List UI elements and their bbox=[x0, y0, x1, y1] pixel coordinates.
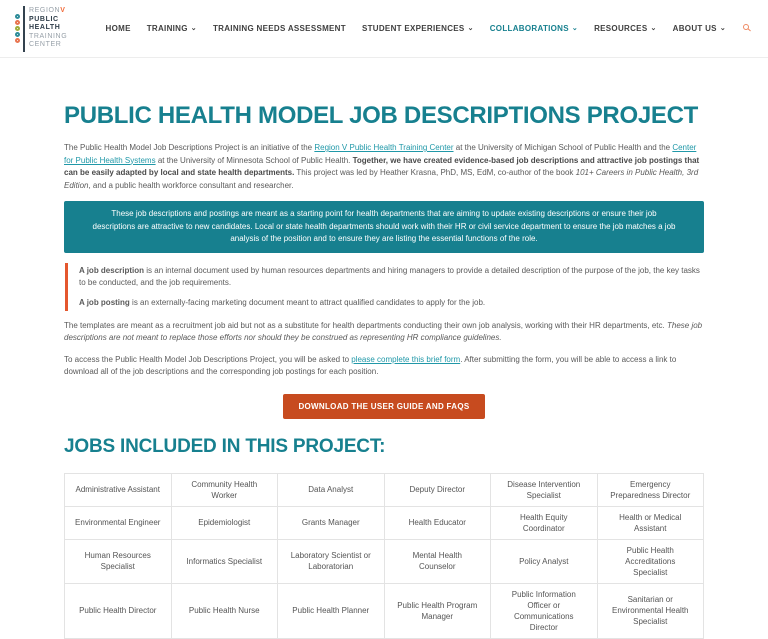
access-note bbox=[64, 354, 704, 379]
definition-job-description bbox=[79, 265, 704, 289]
button-row bbox=[64, 394, 704, 419]
nav-about-label: ABOUT US bbox=[672, 24, 717, 33]
chevron-down-icon: ⌄ bbox=[719, 24, 726, 32]
intro-bold-text: Together, we have created evidence-based job descriptions and attractive job postings that can be easily adapted by local and state health departments. bbox=[64, 155, 700, 177]
table-row bbox=[65, 506, 704, 539]
nav-training[interactable] bbox=[147, 24, 197, 33]
nav-home[interactable] bbox=[106, 24, 131, 33]
job-cell: Emergency Preparedness Director bbox=[597, 473, 704, 506]
templates-note-text: The templates are meant as a recruitment job aid but not as a substitute for health departments conducting their own job analysis, working with their HR departments, etc. bbox=[64, 320, 667, 330]
page-title: PUBLIC HEALTH MODEL JOB DESCRIPTIONS PROJECT bbox=[64, 102, 698, 129]
logo-divider bbox=[23, 6, 25, 52]
job-cell: Informatics Specialist bbox=[171, 539, 278, 583]
book-title: 101+ Careers in Public Health, 3rd Edition bbox=[64, 168, 699, 190]
callout-banner-text: These job descriptions and postings are meant as a starting point for health departments that are aiming to update existing descriptions or ensure their job descriptions are attractive to new candidates. Local or state health departments should work with their HR or civil service department to ensure the job matches a job analysis of the position and to ensure they are listing the essential functions of the role. bbox=[92, 209, 676, 243]
chevron-down-icon: ⌄ bbox=[650, 24, 657, 32]
logo-text bbox=[29, 7, 67, 50]
job-cell: Community Health Worker bbox=[171, 473, 278, 506]
job-cell: Health or Medical Assistant bbox=[597, 506, 704, 539]
job-cell: Health Equity Coordinator bbox=[491, 506, 598, 539]
logo-region: REGION bbox=[29, 7, 61, 15]
logo-gears bbox=[15, 14, 20, 44]
intro-text: , and a public health workforce consultant and researcher. bbox=[88, 180, 294, 190]
job-cell: Mental Health Counselor bbox=[384, 539, 491, 583]
nav-tna-label: TRAINING NEEDS ASSESSMENT bbox=[212, 24, 346, 33]
link-brief-form[interactable]: please complete this brief form bbox=[351, 354, 461, 364]
download-user-guide-button[interactable]: DOWNLOAD THE USER GUIDE AND FAQS bbox=[283, 394, 484, 419]
definitions-block bbox=[65, 263, 704, 311]
jobs-table bbox=[64, 473, 704, 639]
gear-icon bbox=[15, 32, 20, 37]
nav-training-needs-assessment[interactable] bbox=[213, 24, 346, 33]
logo-training: TRAINING bbox=[29, 32, 68, 40]
logo-health: HEALTH bbox=[29, 24, 61, 32]
chevron-down-icon: ⌄ bbox=[190, 24, 197, 32]
job-cell: Public Health Planner bbox=[278, 583, 385, 638]
link-region-v-phtc[interactable]: Region V Public Health Training Center bbox=[314, 143, 454, 152]
gear-icon bbox=[15, 26, 20, 31]
chevron-down-icon: ⌄ bbox=[571, 24, 579, 32]
definition-text: is an internal document used by human resources departments and hiring managers to provide a detailed description of the purpose of the job, the key tasks to be conducted, and the job requirements. bbox=[79, 265, 700, 287]
definition-job-posting bbox=[79, 297, 704, 309]
intro-text: at the University of Minnesota School of Public Health. bbox=[155, 155, 353, 165]
nav-collaborations[interactable] bbox=[490, 24, 578, 33]
job-cell: Health Educator bbox=[384, 506, 491, 539]
nav-training-label: TRAINING bbox=[146, 24, 188, 33]
callout-banner bbox=[64, 201, 704, 253]
page-content bbox=[0, 58, 768, 639]
link-center-public-health-systems[interactable]: Center for Public Health Systems bbox=[64, 143, 697, 165]
nav-resources-label: RESOURCES bbox=[594, 24, 648, 33]
logo[interactable] bbox=[15, 6, 67, 52]
definition-term: A job description bbox=[79, 265, 145, 275]
jobs-heading: JOBS INCLUDED IN THIS PROJECT: bbox=[64, 435, 386, 457]
nav-home-label: HOME bbox=[105, 24, 131, 33]
job-cell: Grants Manager bbox=[278, 506, 385, 539]
job-cell: Laboratory Scientist or Laboratorian bbox=[278, 539, 385, 583]
gear-icon bbox=[15, 14, 20, 19]
job-cell: Public Health Accreditations Specialist bbox=[597, 539, 704, 583]
templates-note-italic: These job descriptions are not meant to replace those efforts nor should they be construed as representing HR compliance guidelines. bbox=[64, 320, 703, 342]
intro-text: at the University of Michigan School of Public Health and the bbox=[453, 143, 673, 152]
templates-note bbox=[64, 320, 704, 345]
job-cell: Data Analyst bbox=[278, 473, 385, 506]
search-icon bbox=[743, 24, 749, 30]
definition-term: A job posting bbox=[79, 297, 130, 307]
table-row bbox=[65, 473, 704, 506]
job-cell: Public Health Nurse bbox=[171, 583, 278, 638]
table-row bbox=[65, 539, 704, 583]
nav-student-experiences[interactable] bbox=[362, 24, 474, 33]
gear-icon bbox=[15, 38, 20, 43]
access-note-text: To access the Public Health Model Job Descriptions Project, you will be asked to bbox=[64, 354, 352, 364]
logo-center: CENTER bbox=[29, 41, 62, 49]
gear-icon bbox=[15, 20, 20, 25]
job-cell: Epidemiologist bbox=[171, 506, 278, 539]
definition-text: is an externally-facing marketing document meant to attract qualified candidates to apply for the job. bbox=[129, 297, 486, 307]
nav-resources[interactable] bbox=[594, 24, 657, 33]
job-cell: Deputy Director bbox=[384, 473, 491, 506]
access-note-text: . After submitting the form, you will be able to access a link to download all of the job descriptions and the corresponding job postings for each position. bbox=[64, 354, 677, 376]
intro-paragraph bbox=[64, 142, 704, 192]
logo-public: PUBLIC bbox=[29, 15, 59, 23]
table-row bbox=[65, 583, 704, 638]
job-cell: Human Resources Specialist bbox=[65, 539, 172, 583]
job-cell: Sanitarian or Environmental Health Specialist bbox=[597, 583, 704, 638]
job-cell: Public Health Director bbox=[65, 583, 172, 638]
search-button[interactable] bbox=[742, 23, 754, 35]
job-cell: Public Health Program Manager bbox=[384, 583, 491, 638]
job-cell: Administrative Assistant bbox=[65, 473, 172, 506]
main-nav bbox=[90, 23, 755, 35]
site-header bbox=[0, 0, 768, 58]
intro-text: The Public Health Model Job Descriptions Project is an initiative of the bbox=[64, 143, 315, 152]
nav-collab-label: COLLABORATIONS bbox=[489, 24, 569, 33]
chevron-down-icon: ⌄ bbox=[467, 24, 474, 32]
job-cell: Public Information Officer or Communications Director bbox=[491, 583, 598, 638]
job-cell: Environmental Engineer bbox=[65, 506, 172, 539]
intro-text: This project was led by Heather Krasna, PhD, MS, EdM, co-author of the book bbox=[294, 168, 576, 177]
job-cell: Disease Intervention Specialist bbox=[491, 473, 598, 506]
nav-about-us[interactable] bbox=[673, 24, 726, 33]
logo-region-v: V bbox=[60, 7, 66, 15]
nav-student-label: STUDENT EXPERIENCES bbox=[361, 24, 465, 33]
job-cell: Policy Analyst bbox=[491, 539, 598, 583]
